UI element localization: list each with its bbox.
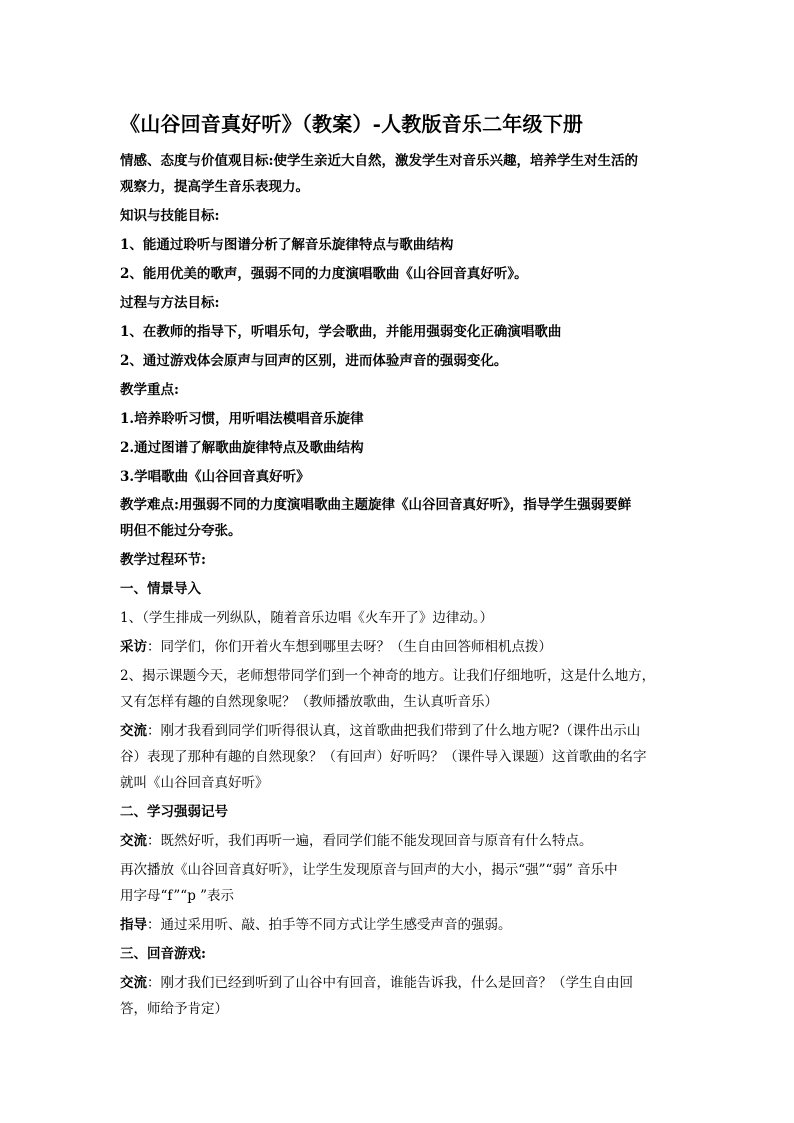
- difficulty-line-1: 教学难点:用强弱不同的力度演唱歌曲主题旋律《山谷回音真好听》，指导学生强弱要鲜: [120, 497, 632, 513]
- section-2-line-1a: 再次播放《山谷回音真好听》，让学生发现原音与回声的大小，揭示“强”“弱” 音乐中: [120, 862, 618, 878]
- interview-text: ：同学们，你们开着火车想到哪里去呀？（生自由回答师相机点拨）: [147, 639, 552, 655]
- section-1-line-1: 1、（学生排成一列纵队，随着音乐边唱《火车开了》边律动。）: [120, 610, 494, 626]
- section-1-interview: [120, 634, 676, 660]
- guide-label: 指导: [120, 917, 147, 933]
- process-item-1: 1、在教师的指导下，听唱乐句，学会歌曲，并能用强弱变化正确演唱歌曲: [120, 324, 562, 340]
- knowledge-item-1: 1、能通过聆听与图谱分析了解音乐旋律特点与歌曲结构: [120, 237, 454, 253]
- exchange-text: ：刚才我看到同学们听得很认真，这首歌曲把我们带到了什么地方呢?（课件出示山: [147, 723, 641, 739]
- exchange-text: ：既然好听，我们再听一遍，看同学们能不能发现回音与原音有什么特点。: [147, 833, 593, 849]
- interview-label: 采访: [120, 639, 147, 655]
- key-points-heading: 教学重点:: [120, 382, 179, 398]
- process-item-2: 2、通过游戏体会原声与回声的区别，进而体验声音的强弱变化。: [120, 353, 508, 369]
- goal-emotion-line-1: 情感、态度与价值观目标:使学生亲近大自然，激发学生对音乐兴趣，培养学生对生活的: [120, 153, 638, 169]
- section-3-exchange-2: 答，师给予肯定）: [120, 1001, 228, 1017]
- teaching-process-heading: 教学过程环节:: [120, 552, 206, 568]
- section-1-heading: 一、情景导入: [120, 581, 201, 597]
- section-3-heading: 三、回音游戏:: [120, 946, 206, 962]
- exchange-label: 交流: [120, 975, 147, 991]
- exchange-text: ：刚才我们已经到听到了山谷中有回音，谁能告诉我，什么是回音？（学生自由回: [147, 975, 633, 991]
- section-2-guide: [120, 912, 676, 938]
- section-1-exchange-3: 就叫《山谷回音真好听》: [120, 775, 269, 791]
- exchange-label: 交流: [120, 723, 147, 739]
- key-point-1: 1.培养聆听习惯，用听唱法模唱音乐旋律: [120, 411, 364, 427]
- section-2-exchange: [120, 828, 676, 854]
- section-1-exchange-1: [120, 718, 676, 744]
- section-1-line-2a: 2、揭示课题今天，老师想带同学们到一个神奇的地方。让我们仔细地听，这是什么地方，: [120, 668, 656, 684]
- section-2-heading: 二、学习强弱记号: [120, 804, 228, 820]
- exchange-label: 交流: [120, 833, 147, 849]
- goal-emotion-line-2: 观察力，提高学生音乐表现力。: [120, 179, 309, 195]
- section-1-exchange-2: 谷）表现了那种有趣的自然现象？（有回声）好听吗？（课件导入课题）这首歌曲的名字: [120, 749, 647, 765]
- key-point-2: 2.通过图谱了解歌曲旋律特点及歌曲结构: [120, 440, 364, 456]
- process-goal-heading: 过程与方法目标:: [120, 295, 220, 311]
- page-title: 《山谷回音真好听》（教案）-人教版音乐二年级下册: [120, 112, 584, 136]
- knowledge-goal-heading: 知识与技能目标:: [120, 208, 220, 224]
- section-3-exchange-1: [120, 970, 676, 996]
- knowledge-item-2: 2、能用优美的歌声，强弱不同的力度演唱歌曲《山谷回音真好听》。: [120, 266, 528, 282]
- section-1-line-2b: 又有怎样有趣的自然现象呢？（教师播放歌曲，生认真听音乐）: [120, 694, 498, 710]
- guide-text: ：通过采用听、敲、拍手等不同方式让学生感受声音的强弱。: [147, 917, 512, 933]
- section-2-line-1b: 用字母“f”“p ”表示: [120, 888, 235, 904]
- difficulty-line-2: 明但不能过分夸张。: [120, 523, 242, 539]
- key-point-3: 3.学唱歌曲《山谷回音真好听》: [120, 469, 310, 485]
